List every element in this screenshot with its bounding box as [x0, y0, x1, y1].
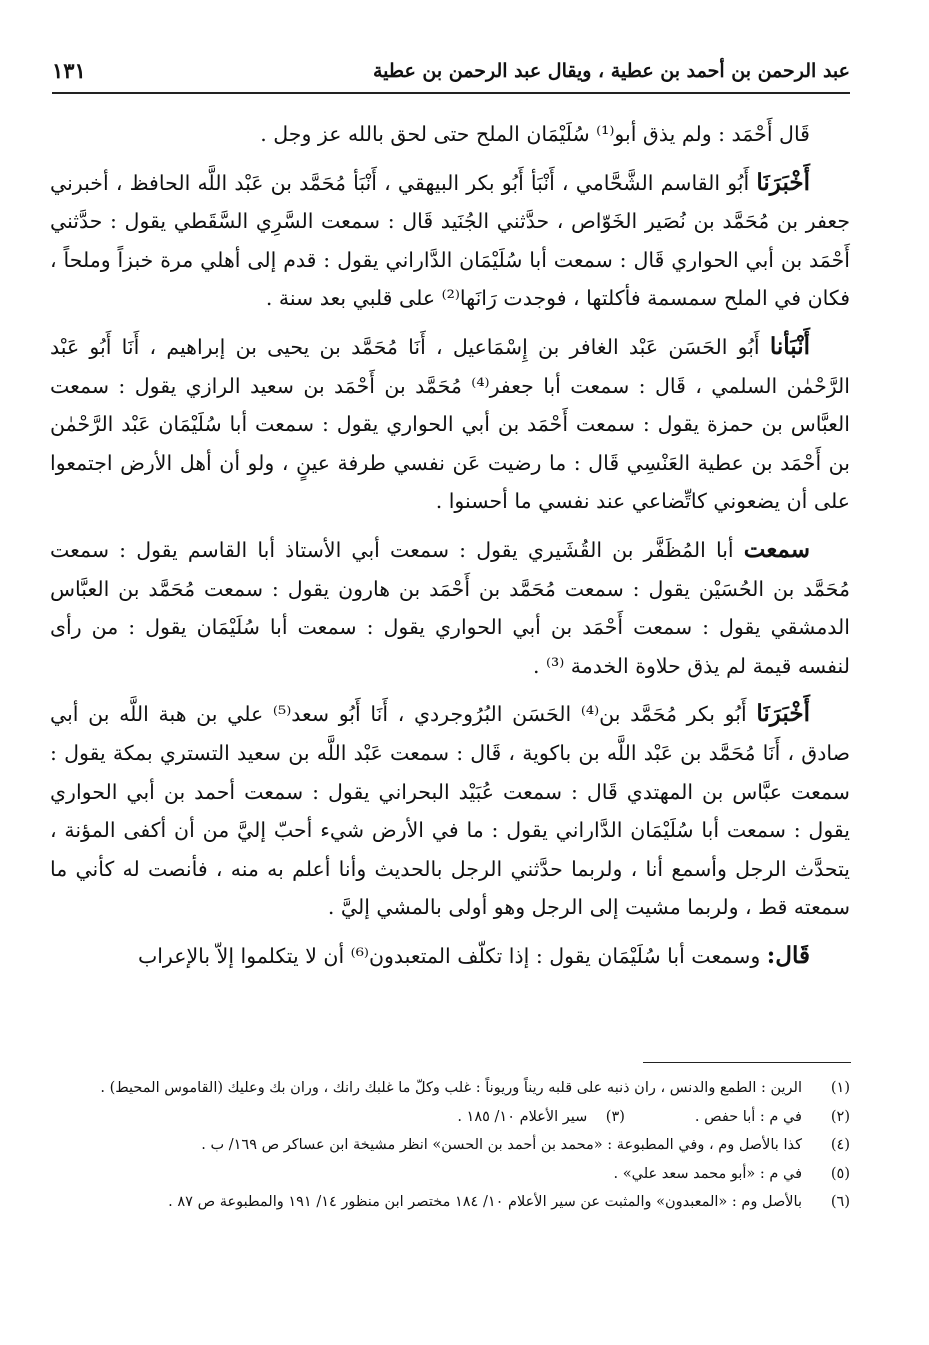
footnote-text: سير الأعلام ١٠/ ١٨٥ .: [457, 1108, 588, 1125]
footnote: [52, 1160, 850, 1189]
footnote: [52, 1188, 850, 1217]
main-text: [50, 115, 850, 985]
footnotes: [52, 1074, 850, 1217]
page-header: [52, 52, 850, 94]
footnote-text: الرين : الطمع والدنس ، ران ذنبه على قلبه ريناً وريوناً : غلب وكلّ ما غلبك رانك ، وران بك وعليك (القاموس المحيط) .: [100, 1080, 802, 1096]
footnote-number: (٥): [830, 1165, 850, 1182]
paragraph: [50, 328, 850, 521]
footnote-number: (٢): [830, 1108, 850, 1125]
footnote-number: (٣): [605, 1108, 625, 1125]
footnote: [52, 1103, 850, 1132]
paragraph-text: قَال أَحْمَد : ولم يذق أبو⁽¹⁾ سُلَيْمَان الملح حتى لحق بالله عز وجل .: [260, 122, 810, 146]
running-title: عبد الرحمن بن أحمد بن عطية ، ويقال عبد الرحمن بن عطية: [372, 60, 850, 82]
page-number: ١٣١: [52, 58, 86, 83]
paragraph-lead: قَال:: [766, 941, 810, 969]
footnote-text: كذا بالأصل وم ، وفي المطبوعة : «محمد بن أحمد بن الحسن» انظر مشيخة ابن عساكر ص ١٦٩/ ب .: [201, 1137, 802, 1153]
footnote: [52, 1074, 850, 1103]
paragraph: [50, 115, 850, 154]
paragraph: [50, 164, 850, 318]
paragraph: [50, 531, 850, 685]
footnote-number: (٦): [830, 1194, 850, 1210]
footnote-separator: [643, 1062, 851, 1063]
paragraph-lead: أَنْبَأنا: [769, 332, 810, 360]
footnote: [52, 1131, 850, 1160]
footnote-number: (١): [830, 1080, 850, 1096]
footnote-number: (٤): [830, 1137, 850, 1153]
paragraph-text: وسمعت أبا سُلَيْمَان يقول : إذا تكلّف المتعبدون⁽⁶⁾ أن لا يتكلموا إلاّ بالإعراب: [137, 943, 767, 968]
footnote-text: في م : «أبو محمد سعد علي» .: [613, 1165, 802, 1182]
paragraph-text: أبا المُظَفَّر بن القُشَيري يقول : سمعت أبي الأستاذ أبا القاسم يقول : سمعت مُحَمَّد بن الحُسَيْن يقول : سمعت مُحَمَّد بن أَحْمَد بن هارون يقول : سمعت مُحَمَّد بن العبَّاس الدمشقي يقول : سمعت أَحْمَد بن أبي الحواري يقول : سمعت أبا سُلَيْمَان يقول : من رأى لنفسه قيمة لم يذق حلاوة الخدمة ⁽³⁾ .: [50, 537, 850, 678]
paragraph-lead: أَخْبَرَنَا: [756, 168, 810, 196]
paragraph-text: أَبُو بكر مُحَمَّد بن⁽⁴⁾ الحَسَن البُرُوجردي ، أَنَا أَبُو سعد⁽⁵⁾ علي بن هبة اللَّه بن أبي صادق ، أَنَا مُحَمَّد بن عَبْد اللَّه بن باكوية ، قَال : سمعت عَبْد اللَّه بن سعيد التستري بمكة يقول : سمعت عبَّاس بن المهتدي قَال : سمعت عُبَيْد البحراني يقول : سمعت أحمد بن أبي الحواري يقول : سمعت أبا سُلَيْمَان الدَّاراني يقول : ما في الأرض شيء أحبّ إليَّ من أن أكفى المؤنة ، يتحدَّث الرجل وأسمع أنا ، ولربما حدَّثني الرجل بالحديث وأنا أعلم به منه ، فأنصت له كأني ما سمعته قط ، ولربما مشيت إلى الرجل وهو أولى بالمشي إليَّ .: [50, 702, 850, 920]
paragraph-text: أَبُو القاسم الشَّحَّامي ، أَنْبَأ أَبُو بكر البيهقي ، أَنْبَأ مُحَمَّد بن عَبْد اللَّه الحافظ ، أخبرني جعفر بن مُحَمَّد بن نُصَير الخَوّاص ، حدَّثني الجُنَيد قَال : سمعت السَّرِي السَّقَطي يقول : حدَّثني أَحْمَد بن أبي الحواري قَال : سمعت أبا سُلَيْمَان الدَّاراني يقول : قدم إلى أهلي مرة خبزاً وملحاً ، فكان في الملح سمسمة فأكلتها ، فوجدت رَانَها⁽²⁾ على قلبي بعد سنة .: [50, 170, 850, 311]
paragraph-lead: أَخْبَرَنَا: [756, 700, 810, 728]
paragraph-lead: سمعت: [743, 535, 810, 563]
paragraph-text: أَبُو الحَسَن عَبْد الغافر بن إِسْمَاعيل ، أَنَا مُحَمَّد بن يحيى بن إبراهيم ، أَنَا أَبُو عَبْد الرَّحْمٰن السلمي ، قَال : سمعت أبا جعفر⁽⁴⁾ مُحَمَّد بن أَحْمَد بن سعيد الرازي يقول : سمعت العبَّاس بن حمزة يقول : سمعت أَحْمَد بن أبي الحواري يقول : سمعت أبا سُلَيْمَان عَبْد الرَّحْمٰن بن أَحْمَد بن عطية العَنْسِي قَال : ما رضيت عَن نفسي طرفة عينٍ ، ولو أن أهل الأرض اجتمعوا على أن يضعوني كاتِّضاعي عند نفسي ما أحسنوا .: [50, 334, 850, 514]
footnote-text: في م : أبا حفص .: [694, 1108, 802, 1125]
paragraph: [50, 695, 850, 927]
paragraph: [50, 937, 850, 976]
footnote-text: بالأصل وم : «المعبدون» والمثبت عن سير الأعلام ١٠/ ١٨٤ مختصر ابن منظور ١٤/ ١٩١ والمطبوعة ص ٨٧ .: [168, 1194, 802, 1210]
